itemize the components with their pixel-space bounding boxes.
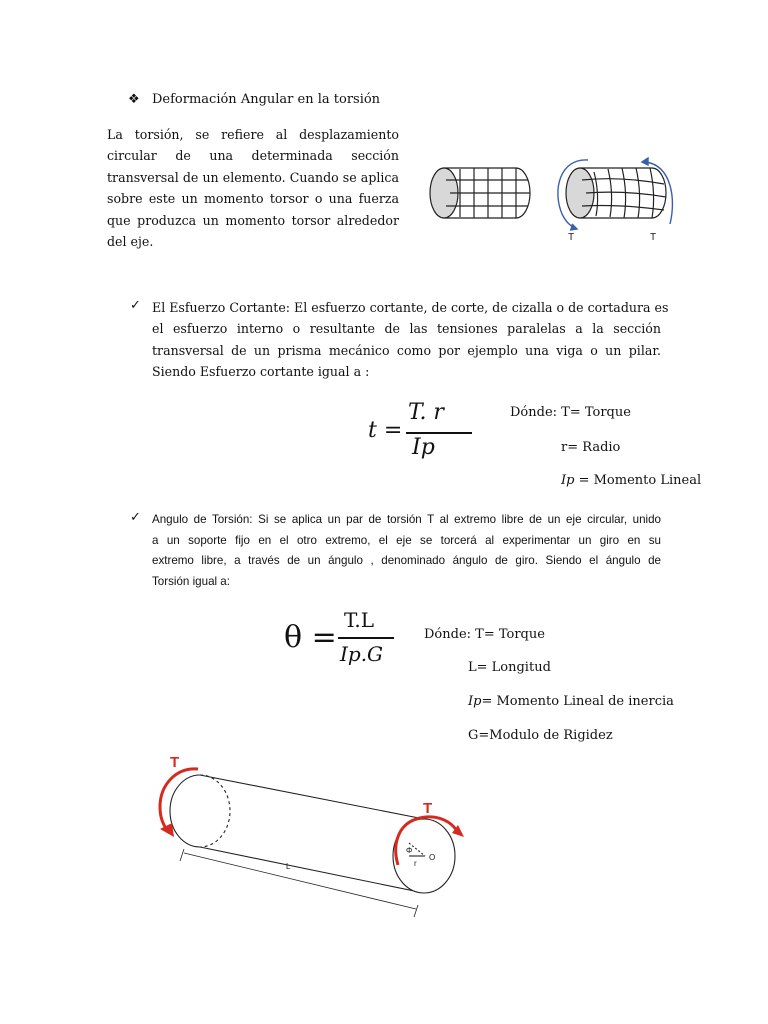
formula-denominator: Ip.G xyxy=(340,642,384,666)
paragraph-line: transversal de un prisma mecánico como por ejemplo una viga o un pilar. xyxy=(152,342,661,358)
where-line: Ip= Momento Lineal de inercia xyxy=(468,694,674,709)
arrowhead-icon xyxy=(160,823,174,837)
paragraph-line: circular de una determinada sección xyxy=(107,148,399,164)
where-line: Dónde: T= Torque xyxy=(424,627,545,642)
torque-label-right: T xyxy=(423,800,433,817)
where-line: L= Longitud xyxy=(468,660,551,675)
formula-lhs: θ = xyxy=(284,620,337,655)
length-label: L xyxy=(286,862,291,871)
formula-numerator: T.L xyxy=(344,608,375,632)
diamond-bullet-icon: ❖ xyxy=(128,92,140,107)
fraction-bar xyxy=(406,432,472,434)
shear-stress-paragraph xyxy=(152,297,669,382)
where-line: Ip = Momento Lineal xyxy=(561,473,702,488)
formula-denominator: Ip xyxy=(412,435,435,460)
torque-label-left: T xyxy=(170,754,180,771)
intro-paragraph xyxy=(107,124,399,252)
torque-label-right: T xyxy=(650,232,657,243)
paragraph-line: Siendo Esfuerzo cortante igual a : xyxy=(152,363,370,379)
torsion-angle-paragraph xyxy=(152,510,661,593)
paragraph-line: a un soporte fijo en el otro extremo, el eje se torcerá al experimentar un giro en su xyxy=(152,533,661,547)
shear-stress-formula xyxy=(368,400,478,466)
fraction-bar xyxy=(338,637,394,639)
torsion-angle-formula xyxy=(284,606,404,678)
paragraph-line: El Esfuerzo Cortante: El esfuerzo cortante, de corte, de cizalla o de cortadura es xyxy=(152,300,669,315)
phi-label: Φ xyxy=(406,846,413,855)
paragraph-line: del eje. xyxy=(107,234,154,250)
where-line: Dónde: T= Torque xyxy=(510,405,631,420)
paragraph-line: Torsión igual a: xyxy=(152,575,230,589)
paragraph-line: sobre este un momento torsor o una fuerza xyxy=(107,191,399,207)
formula-lhs: t = xyxy=(368,418,403,443)
check-icon: ✓ xyxy=(130,297,141,312)
paragraph-line: Angulo de Torsión: Si se aplica un par de torsión T al extremo libre de un eje circular, unido xyxy=(152,513,661,526)
paragraph-line: La torsión, se refiere al desplazamiento xyxy=(107,127,399,142)
torque-label-left: T xyxy=(568,232,575,243)
radius-label: r xyxy=(414,859,417,868)
paragraph-line: el esfuerzo interno o resultante de las tensiones paralelas a la sección xyxy=(152,321,661,337)
paragraph-line: transversal de un elemento. Cuando se aplica xyxy=(107,169,399,185)
where-line: r= Radio xyxy=(561,440,621,455)
paragraph-line: que produzca un momento torsor alrededor xyxy=(107,212,399,228)
paragraph-line: extremo libre, a través de un ángulo , denominado ángulo de giro. Siendo el ángulo de xyxy=(152,554,661,568)
origin-label: O xyxy=(429,853,436,862)
cylinder-twisted xyxy=(566,168,666,218)
torsion-cylinders-figure xyxy=(420,150,690,250)
check-icon: ✓ xyxy=(130,509,141,524)
heading-text: Deformación Angular en la torsión xyxy=(152,92,381,107)
formula-numerator: T. r xyxy=(408,400,444,425)
where-line: G=Modulo de Rigidez xyxy=(468,728,613,743)
shaft-torsion-figure xyxy=(140,745,480,925)
cylinder-untwisted xyxy=(430,168,530,218)
